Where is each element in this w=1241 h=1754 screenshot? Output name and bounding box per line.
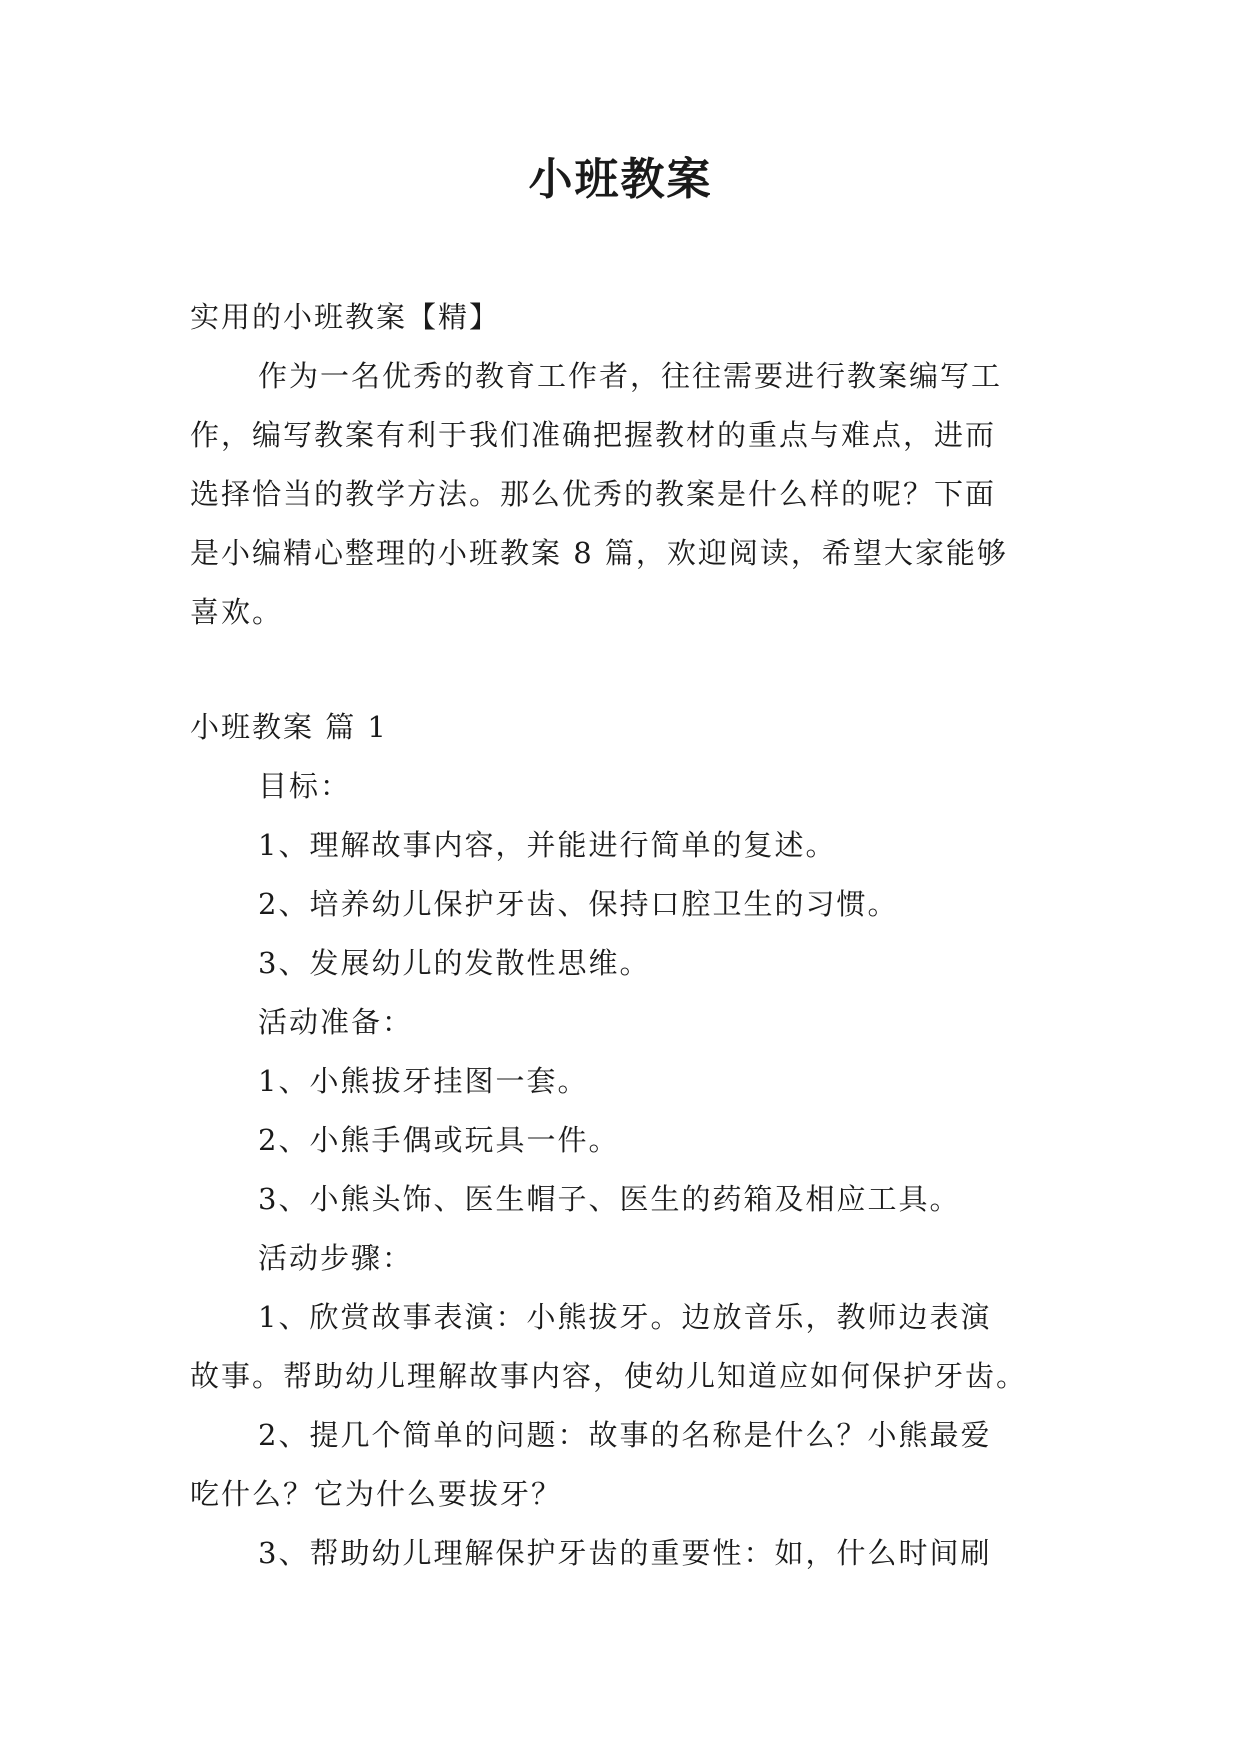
intro-line: 喜欢。 [190,595,284,629]
prep-item: 3、小熊头饰、医生帽子、医生的药箱及相应工具。 [258,1182,961,1216]
goal-item: 1、理解故事内容，并能进行简单的复述。 [258,828,837,862]
subtitle: 实用的小班教案【精】 [190,300,501,334]
goal-item: 2、培养幼儿保护牙齿、保持口腔卫生的习惯。 [258,887,899,921]
step-line: 2、提几个简单的问题：故事的名称是什么？小熊最爱 [258,1418,992,1452]
step-line: 故事。帮助幼儿理解故事内容，使幼儿知道应如何保护牙齿。 [190,1359,1028,1393]
lesson-section [190,698,1056,1583]
prep-item: 2、小熊手偶或玩具一件。 [258,1123,620,1157]
section-heading: 小班教案 篇 1 [190,710,388,744]
goal-item: 3、发展幼儿的发散性思维。 [258,946,651,980]
intro-line: 作，编写教案有利于我们准确把握教材的重点与难点，进而 [190,418,997,452]
intro-line: 作为一名优秀的教育工作者，往往需要进行教案编写工 [258,359,1003,393]
prep-item: 1、小熊拔牙挂图一套。 [258,1064,589,1098]
intro-line: 选择恰当的教学方法。那么优秀的教案是什么样的呢？下面 [190,477,997,511]
document-title: 小班教案 [528,154,713,205]
step-line: 3、帮助幼儿理解保护牙齿的重要性：如，什么时间刷 [258,1536,992,1570]
goals-heading: 目标： [258,769,352,803]
intro-line: 是小编精心整理的小班教案 8 篇，欢迎阅读，希望大家能够 [190,536,1008,570]
intro-block [190,288,1056,642]
steps-heading: 活动步骤： [258,1241,414,1275]
prep-heading: 活动准备： [258,1005,414,1039]
step-line: 1、欣赏故事表演：小熊拔牙。边放音乐，教师边表演 [258,1300,992,1334]
step-line: 吃什么？它为什么要拔牙？ [190,1477,563,1511]
